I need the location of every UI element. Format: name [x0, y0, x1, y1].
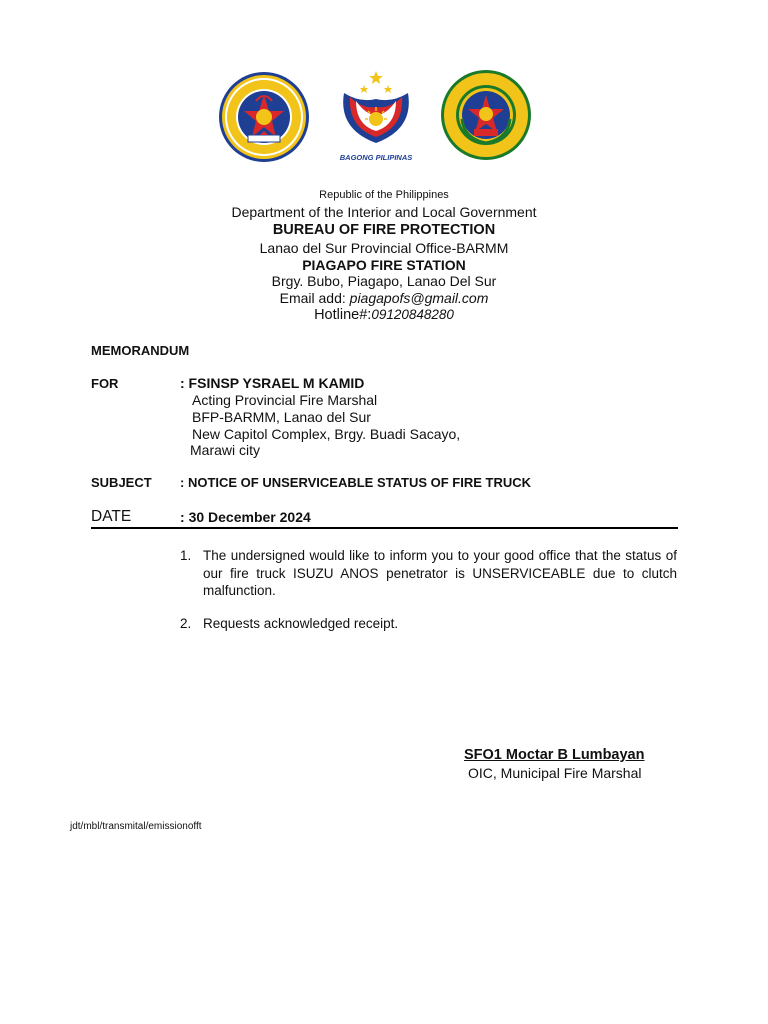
- hotline-line: [0, 307, 768, 323]
- signatory-title: OIC, Municipal Fire Marshal: [468, 765, 642, 781]
- for-label: FOR: [91, 376, 119, 391]
- for-line-position: Acting Provincial Fire Marshal: [192, 392, 378, 408]
- email-address: piagapofs@gmail.com: [349, 290, 489, 306]
- reference-code: jdt/mbl/transmital/emissionofft: [70, 821, 202, 832]
- for-recipient-name: : FSINSP YSRAEL M KAMID: [180, 375, 365, 391]
- header-divider: [91, 527, 678, 529]
- for-line-city: Marawi city: [190, 442, 261, 458]
- email-line: [0, 290, 768, 306]
- department-line: Department of the Interior and Local Government: [231, 204, 537, 220]
- provincial-office-line: Lanao del Sur Provincial Office-BARMM: [259, 240, 509, 256]
- subject-text: : NOTICE OF UNSERVICEABLE STATUS OF FIRE TRUCK: [180, 475, 532, 490]
- item-2-text: Requests acknowledged receipt.: [203, 616, 399, 631]
- date-text: 30 December 2024: [188, 509, 311, 525]
- republic-line: Republic of the Philippines: [319, 189, 449, 201]
- memorandum-title: MEMORANDUM: [91, 343, 190, 358]
- bfp-barmm-seal-icon: [440, 69, 532, 161]
- item-1-number: 1.: [180, 548, 192, 563]
- station-address: Brgy. Bubo, Piagapo, Lanao Del Sur: [271, 273, 497, 289]
- bagong-pilipinas-caption: BAGONG PILIPINAS: [339, 153, 413, 162]
- bureau-title: BUREAU OF FIRE PROTECTION: [272, 222, 496, 238]
- date-label: DATE: [91, 508, 132, 525]
- email-label: Email add:: [279, 290, 346, 306]
- bfp-seal-icon: [218, 71, 310, 163]
- item-2-number: 2.: [180, 616, 192, 631]
- subject-label: SUBJECT: [91, 475, 152, 490]
- hotline-number: 09120848280: [371, 307, 454, 322]
- bagong-pilipinas-logo-icon: [330, 69, 422, 164]
- date-colon: :: [180, 509, 185, 525]
- signatory-name: SFO1 Moctar B Lumbayan: [464, 747, 645, 763]
- station-name: PIAGAPO FIRE STATION: [302, 257, 466, 273]
- for-line-complex: New Capitol Complex, Brgy. Buadi Sacayo,: [192, 426, 461, 442]
- date-value: [180, 509, 311, 525]
- for-line-office: BFP-BARMM, Lanao del Sur: [192, 409, 371, 425]
- item-1-text: The undersigned would like to inform you to your good office that the status of our fire truck ISUZU ANOS penetrator is UNSERVICEABLE due to clutch malfunction.: [203, 548, 677, 598]
- hotline-label: Hotline#:: [314, 307, 372, 323]
